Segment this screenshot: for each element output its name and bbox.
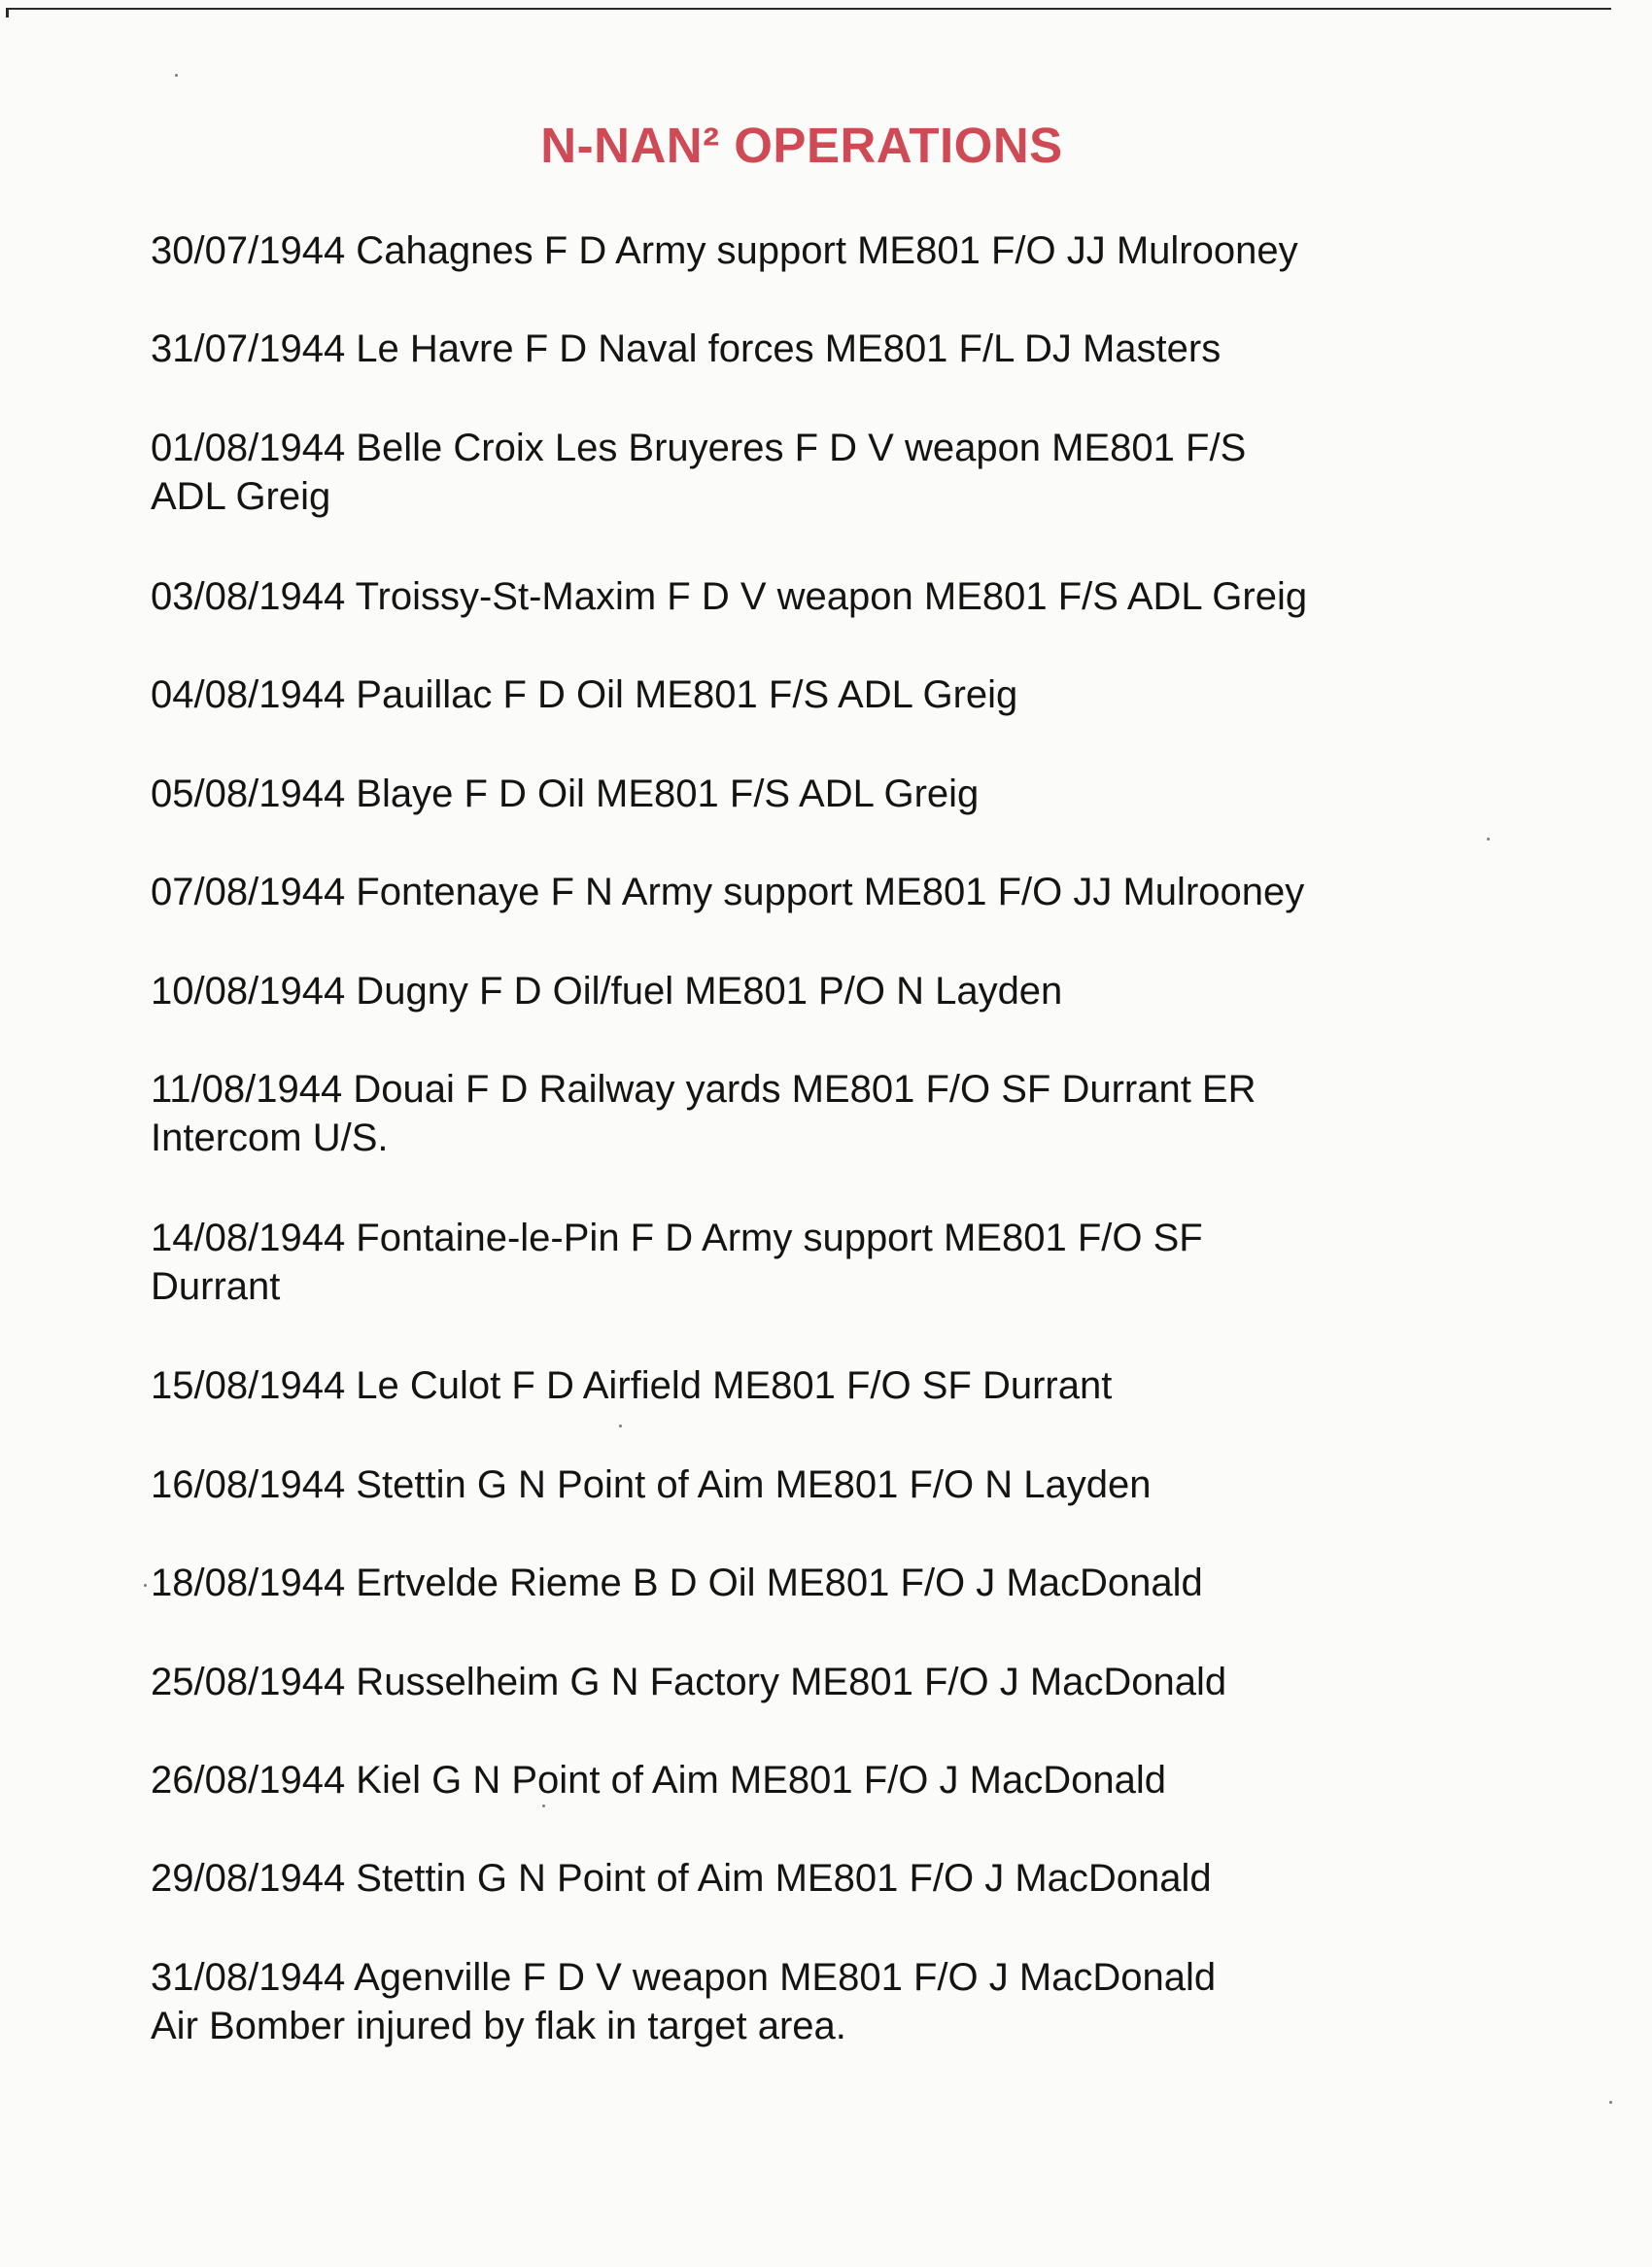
operation-line: 15/08/1944 Le Culot F D Airfield ME801 F/O SF Durrant xyxy=(151,1364,1113,1407)
operation-entry xyxy=(151,1953,1511,2050)
operation-line: 10/08/1944 Dugny F D Oil/fuel ME801 P/O N Layden xyxy=(151,970,1063,1013)
operation-line: 11/08/1944 Douai F D Railway yards ME801 F/O SF Durrant ER xyxy=(151,1068,1256,1111)
operation-line: Intercom U/S. xyxy=(151,1116,389,1159)
operation-entry xyxy=(151,325,1511,373)
operation-line: 30/07/1944 Cahagnes F D Army support ME801 F/O JJ Mulrooney xyxy=(151,229,1298,272)
operation-line: 29/08/1944 Stettin G N Point of Aim ME801 F/O J MacDonald xyxy=(151,1857,1212,1900)
operation-entry xyxy=(151,1854,1511,1903)
operation-entry xyxy=(151,770,1511,818)
scan-edge-line xyxy=(8,8,1611,10)
scan-edge-corner xyxy=(6,8,9,17)
operation-line: 31/08/1944 Agenville F D V weapon ME801 F/O J MacDonald xyxy=(151,1956,1217,1999)
operation-entry xyxy=(151,1065,1511,1162)
scan-speck xyxy=(1487,838,1490,841)
operation-entry xyxy=(151,1460,1511,1509)
operation-entry xyxy=(151,226,1511,275)
operation-line: 16/08/1944 Stettin G N Point of Aim ME801 F/O N Layden xyxy=(151,1463,1152,1506)
operation-entry xyxy=(151,868,1511,916)
scan-speck xyxy=(619,1425,622,1427)
operation-line: 05/08/1944 Blaye F D Oil ME801 F/S ADL Greig xyxy=(151,773,980,815)
operation-line: 31/07/1944 Le Havre F D Naval forces ME801 F/L DJ Masters xyxy=(151,327,1222,370)
scan-speck xyxy=(542,1804,545,1807)
operation-line: Air Bomber injured by flak in target area. xyxy=(151,2005,846,2047)
operation-line: 04/08/1944 Pauillac F D Oil ME801 F/S ADL Greig xyxy=(151,673,1018,716)
operation-line: 03/08/1944 Troissy-St-Maxim F D V weapon ME801 F/S ADL Greig xyxy=(151,575,1308,618)
scan-speck xyxy=(175,74,178,77)
operation-entry xyxy=(151,670,1511,719)
operation-line: 07/08/1944 Fontenaye F N Army support ME801 F/O JJ Mulrooney xyxy=(151,871,1305,913)
operation-entry xyxy=(151,424,1511,521)
operation-entry xyxy=(151,1559,1511,1607)
operation-entry xyxy=(151,1756,1511,1804)
operation-line: 25/08/1944 Russelheim G N Factory ME801 F/O J MacDonald xyxy=(151,1661,1227,1703)
operation-line: 01/08/1944 Belle Croix Les Bruyeres F D V weapon ME801 F/S xyxy=(151,427,1247,469)
operation-line: ADL Greig xyxy=(151,475,331,518)
operation-line: 14/08/1944 Fontaine-le-Pin F D Army support ME801 F/O SF xyxy=(151,1217,1203,1259)
operation-entry xyxy=(151,572,1511,621)
operation-entry xyxy=(151,1658,1511,1706)
operation-line: Durrant xyxy=(151,1265,281,1308)
operation-line: 26/08/1944 Kiel G N Point of Aim ME801 F/O J MacDonald xyxy=(151,1759,1166,1802)
operation-line: 18/08/1944 Ertvelde Rieme B D Oil ME801 F/O J MacDonald xyxy=(151,1562,1203,1604)
page-title: N-NAN² OPERATIONS xyxy=(540,118,1063,173)
scan-speck xyxy=(144,1584,147,1587)
operation-entry xyxy=(151,1214,1511,1311)
scan-speck xyxy=(1609,2101,1612,2104)
operation-entry xyxy=(151,1361,1511,1410)
operation-entry xyxy=(151,967,1511,1015)
